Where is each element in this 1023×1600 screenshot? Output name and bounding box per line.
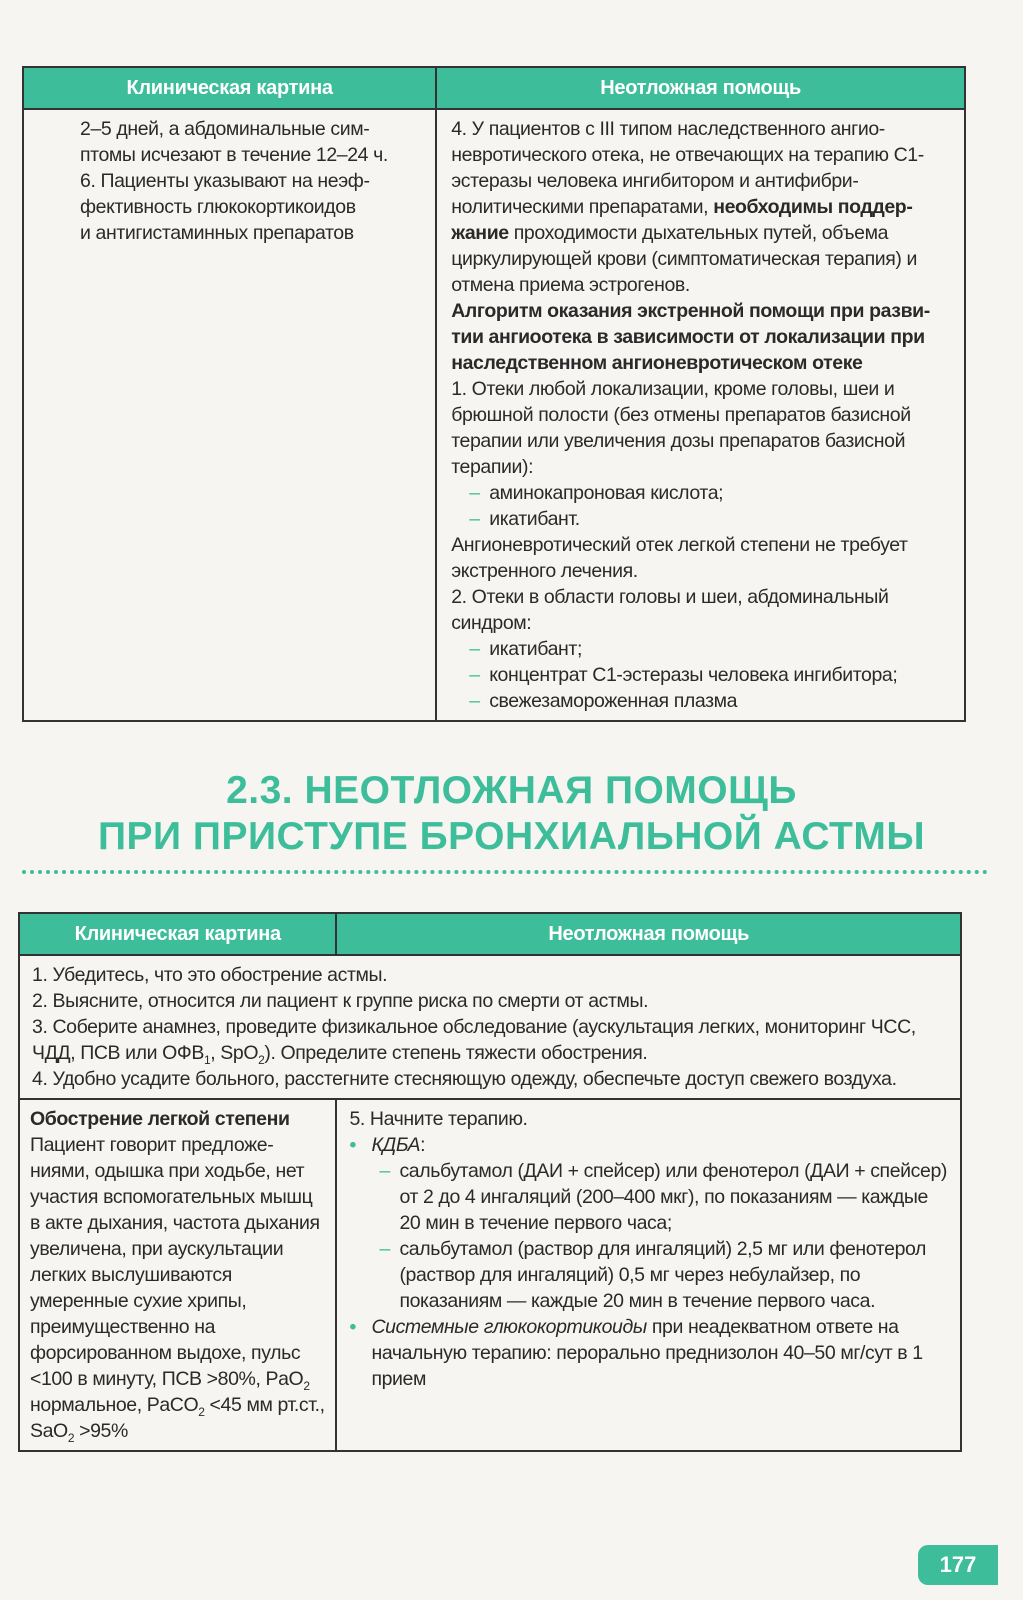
kdba-bullet: • КДБА: <box>349 1134 426 1156</box>
algorithm-title: Алгоритм оказания экстренной помощи при развитии ангиоотека в зависимости от локализации при наследственном ангионевротическом отеке <box>451 300 931 374</box>
section-divider <box>22 870 988 874</box>
list-item: – свежезамороженная плазма <box>469 690 738 712</box>
list-item: – сальбутамол (ДАИ + спейсер) или фенотерол (ДАИ + спейсер) от 2 до 4 ингаляций (200–400 мкг), по показаниям — каждые 20 мин в течение первого часа; <box>379 1160 947 1234</box>
table2-common-cell <box>19 955 961 1099</box>
table1-help-cell <box>436 109 965 721</box>
therapy-start: 5. Начните терапию. <box>349 1108 528 1130</box>
list-item: – концентрат С1-эстеразы человека ингибитора; <box>469 664 898 686</box>
mild-description: Пациент говорит предложениями, одышка при ходьбе, нет участия вспомогательных мышц в акте дыхания, частота дыхания увеличена, при аускультации легких выслушиваются умеренные сухие хрипы, преимущественно на форсированном выдохе, пульс <100 в минуту, ПСВ >80%, PaO$_2$ нормальное, PaCO$_2$ <45 мм рт.ст., SaO$_2$ >95% <box>30 1134 325 1445</box>
list-item: – сальбутамол (раствор для ингаляций) 2,5 мг или фенотерол (раствор для ингаляций) 0,5 мг через небулайзер, по показаниям — каждые 20 мин в течение первого часа. <box>379 1238 927 1312</box>
table1-header-help: Неотложная помощь <box>436 67 965 109</box>
common-step-3: 3. Соберите анамнез, проведите физикальное обследование (аускультация легких, мониторинг ЧСС, ЧДД, ПСВ или $ОФВ_1$, SpO$_2$). Определите степень тяжести обострения. <box>32 1016 916 1067</box>
common-step-1: 1. Убедитесь, что это обострение астмы. <box>32 964 388 986</box>
table-asthma <box>18 912 962 1452</box>
list-item: – аминокапроновая кислота; <box>469 482 724 504</box>
table2-header-help: Неотложная помощь <box>336 913 961 955</box>
clinical-line: фективность глюкокортикоидов <box>80 196 356 218</box>
common-step-2: 2. Выясните, относится ли пациент к группе риска по смерти от астмы. <box>32 990 649 1012</box>
clinical-line: птомы исчезают в течение 12–24 ч. <box>80 144 388 166</box>
table-angioedema <box>22 66 966 722</box>
gcs-bullet: • Системные глюкокортикоиды при неадекватном ответе на начальную терапию: перорально преднизолон 40–50 мг/сут в 1 прием <box>349 1316 923 1390</box>
table2-mild-clinical-cell <box>19 1099 336 1451</box>
clinical-line: и антигистаминных препаратов <box>80 222 354 244</box>
section-title <box>0 768 1023 860</box>
help-item-2: 2. Отеки в области головы и шеи, абдоминальный синдром: <box>451 586 889 634</box>
list-item: – икатибант. <box>469 508 580 530</box>
table1-clinical-cell <box>23 109 436 721</box>
page-number: 177 <box>918 1545 998 1585</box>
section-title-line-1: 2.3. НЕОТЛОЖНАЯ ПОМОЩЬ <box>226 769 797 812</box>
table2-mild-help-cell <box>336 1099 961 1451</box>
mild-title: Обострение легкой степени <box>30 1108 290 1130</box>
help-paragraph-4: 4. У пациентов с III типом наследственного ангионевротического отека, не отвечающих на терапию С1-эстеразы человека ингибитором и антифибринолитическими препаратами, необходимы поддержание проходимости дыхательных путей, объема циркулирующей крови (симптоматическая терапия) и отмена приема эстрогенов. <box>451 118 924 296</box>
table2-header-clinical: Клиническая картина <box>19 913 336 955</box>
mild-note: Ангионевротический отек легкой степени не требует экстренного лечения. <box>451 534 908 582</box>
list-item: – икатибант; <box>469 638 582 660</box>
table1-header-clinical: Клиническая картина <box>23 67 436 109</box>
common-step-4: 4. Удобно усадите больного, расстегните стесняющую одежду, обеспечьте доступ свежего воздуха. <box>32 1068 897 1090</box>
help-item-1: 1. Отеки любой локализации, кроме головы, шеи и брюшной полости (без отмены препаратов базисной терапии или увеличения дозы препаратов базисной терапии): <box>451 378 911 478</box>
section-title-line-2: ПРИ ПРИСТУПЕ БРОНХИАЛЬНОЙ АСТМЫ <box>98 815 925 858</box>
clinical-line: 2–5 дней, а абдоминальные сим- <box>80 118 370 140</box>
clinical-line: 6. Пациенты указывают на неэф- <box>80 170 370 192</box>
